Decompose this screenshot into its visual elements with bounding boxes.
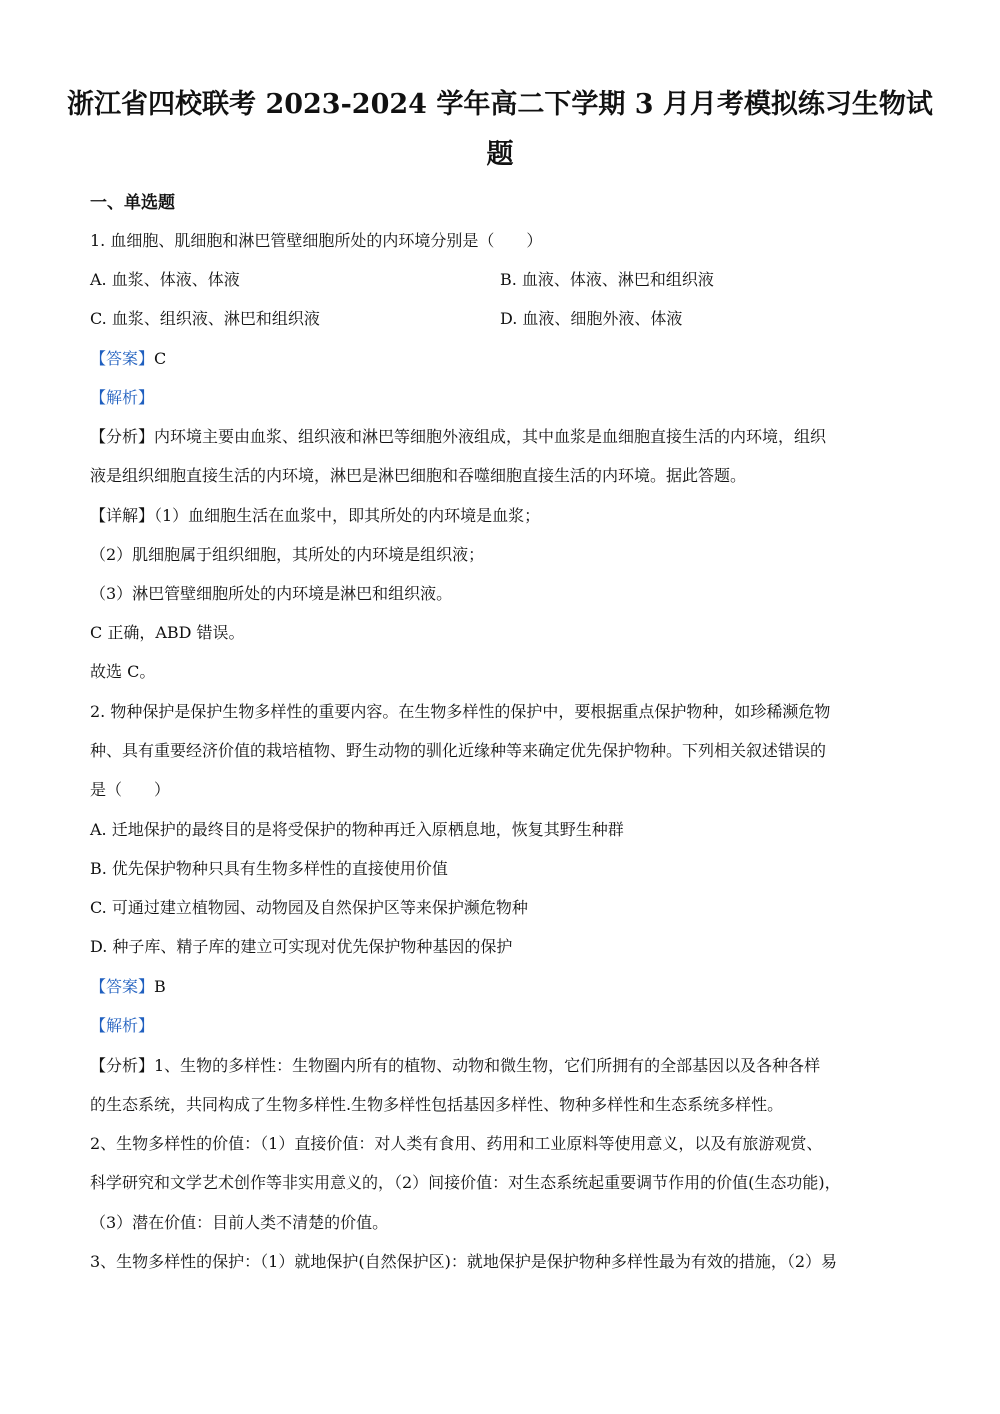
question-2-stem-line: 种、具有重要经济价值的栽培植物、野生动物的驯化近缘种等来确定优先保护物种。下列相关叙述错误的: [90, 741, 827, 760]
question-2-analysis-tag: 【解析】: [90, 1016, 155, 1035]
question-2-stem-line: 2. 物种保护是保护生物多样性的重要内容。在生物多样性的保护中，要根据重点保护物种，如珍稀濒危物: [90, 702, 831, 721]
question-1-explanation-line: C 正确，ABD 错误。: [90, 623, 245, 642]
document-title-line-2: 题: [486, 139, 514, 170]
question-1-explanation-line: （3）淋巴管壁细胞所处的内环境是淋巴和组织液。: [90, 584, 453, 603]
question-1-option-d: D. 血液、细胞外液、体液: [500, 309, 683, 328]
question-2-explanation-line: 的生态系统，共同构成了生物多样性.生物多样性包括基因多样性、物种多样性和生态系统多样性。: [90, 1095, 784, 1114]
question-1-explanation-line: 故选 C。: [90, 662, 156, 681]
question-2-stem-line: 是（ ）: [90, 780, 171, 799]
section-heading: 一、单选题: [90, 193, 175, 213]
question-2-explanation-line: 【分析】1、生物的多样性：生物圈内所有的植物、动物和微生物，它们所拥有的全部基因以及各种各样: [90, 1056, 821, 1075]
question-1-explanation-line: 液是组织细胞直接生活的内环境，淋巴是淋巴细胞和吞噬细胞直接生活的内环境。据此答题。: [90, 466, 747, 485]
question-1-stem: 1. 血细胞、肌细胞和淋巴管壁细胞所处的内环境分别是（ ）: [90, 231, 543, 250]
answer-tag: 【答案】: [90, 977, 155, 996]
question-2-explanation-line: 3、生物多样性的保护：（1）就地保护(自然保护区)：就地保护是保护物种多样性最为有效的措施，（2）易: [90, 1252, 838, 1271]
question-1-explanation-line: 【详解】（1）血细胞生活在血浆中，即其所处的内环境是血浆；: [90, 506, 541, 525]
question-2-option-b: B. 优先保护物种只具有生物多样性的直接使用价值: [90, 859, 448, 878]
question-1-analysis-tag: 【解析】: [90, 388, 155, 407]
question-2-option-d: D. 种子库、精子库的建立可实现对优先保护物种基因的保护: [90, 937, 513, 956]
answer-value: B: [154, 977, 166, 996]
question-1-explanation-line: （2）肌细胞属于组织细胞，其所处的内环境是组织液；: [90, 545, 485, 564]
answer-tag: 【答案】: [90, 349, 155, 368]
question-1-option-c: C. 血浆、组织液、淋巴和组织液: [90, 309, 320, 328]
question-1-option-b: B. 血液、体液、淋巴和组织液: [500, 270, 714, 289]
question-1-option-a: A. 血浆、体液、体液: [90, 270, 240, 289]
document-title: [60, 80, 940, 180]
document-title-line-1: 浙江省四校联考 2023-2024 学年高二下学期 3 月月考模拟练习生物试: [67, 89, 933, 120]
question-1-explanation-line: 【分析】内环境主要由血浆、组织液和淋巴等细胞外液组成，其中血浆是血细胞直接生活的内环境，组织: [90, 427, 827, 446]
question-2-option-a: A. 迁地保护的最终目的是将受保护的物种再迁入原栖息地，恢复其野生种群: [90, 820, 624, 839]
question-2-option-c: C. 可通过建立植物园、动物园及自然保护区等来保护濒危物种: [90, 898, 528, 917]
answer-value: C: [154, 349, 167, 368]
question-1-answer: [90, 347, 920, 371]
question-2-explanation-line: 2、生物多样性的价值：（1）直接价值：对人类有食用、药用和工业原料等使用意义，以及有旅游观赏、: [90, 1134, 823, 1153]
question-2-explanation-line: （3）潜在价值：目前人类不清楚的价值。: [90, 1213, 389, 1232]
question-2-answer: [90, 975, 920, 999]
question-2-explanation-line: 科学研究和文学艺术创作等非实用意义的，（2）间接价值：对生态系统起重要调节作用的价值(生态功能)，: [90, 1173, 841, 1192]
